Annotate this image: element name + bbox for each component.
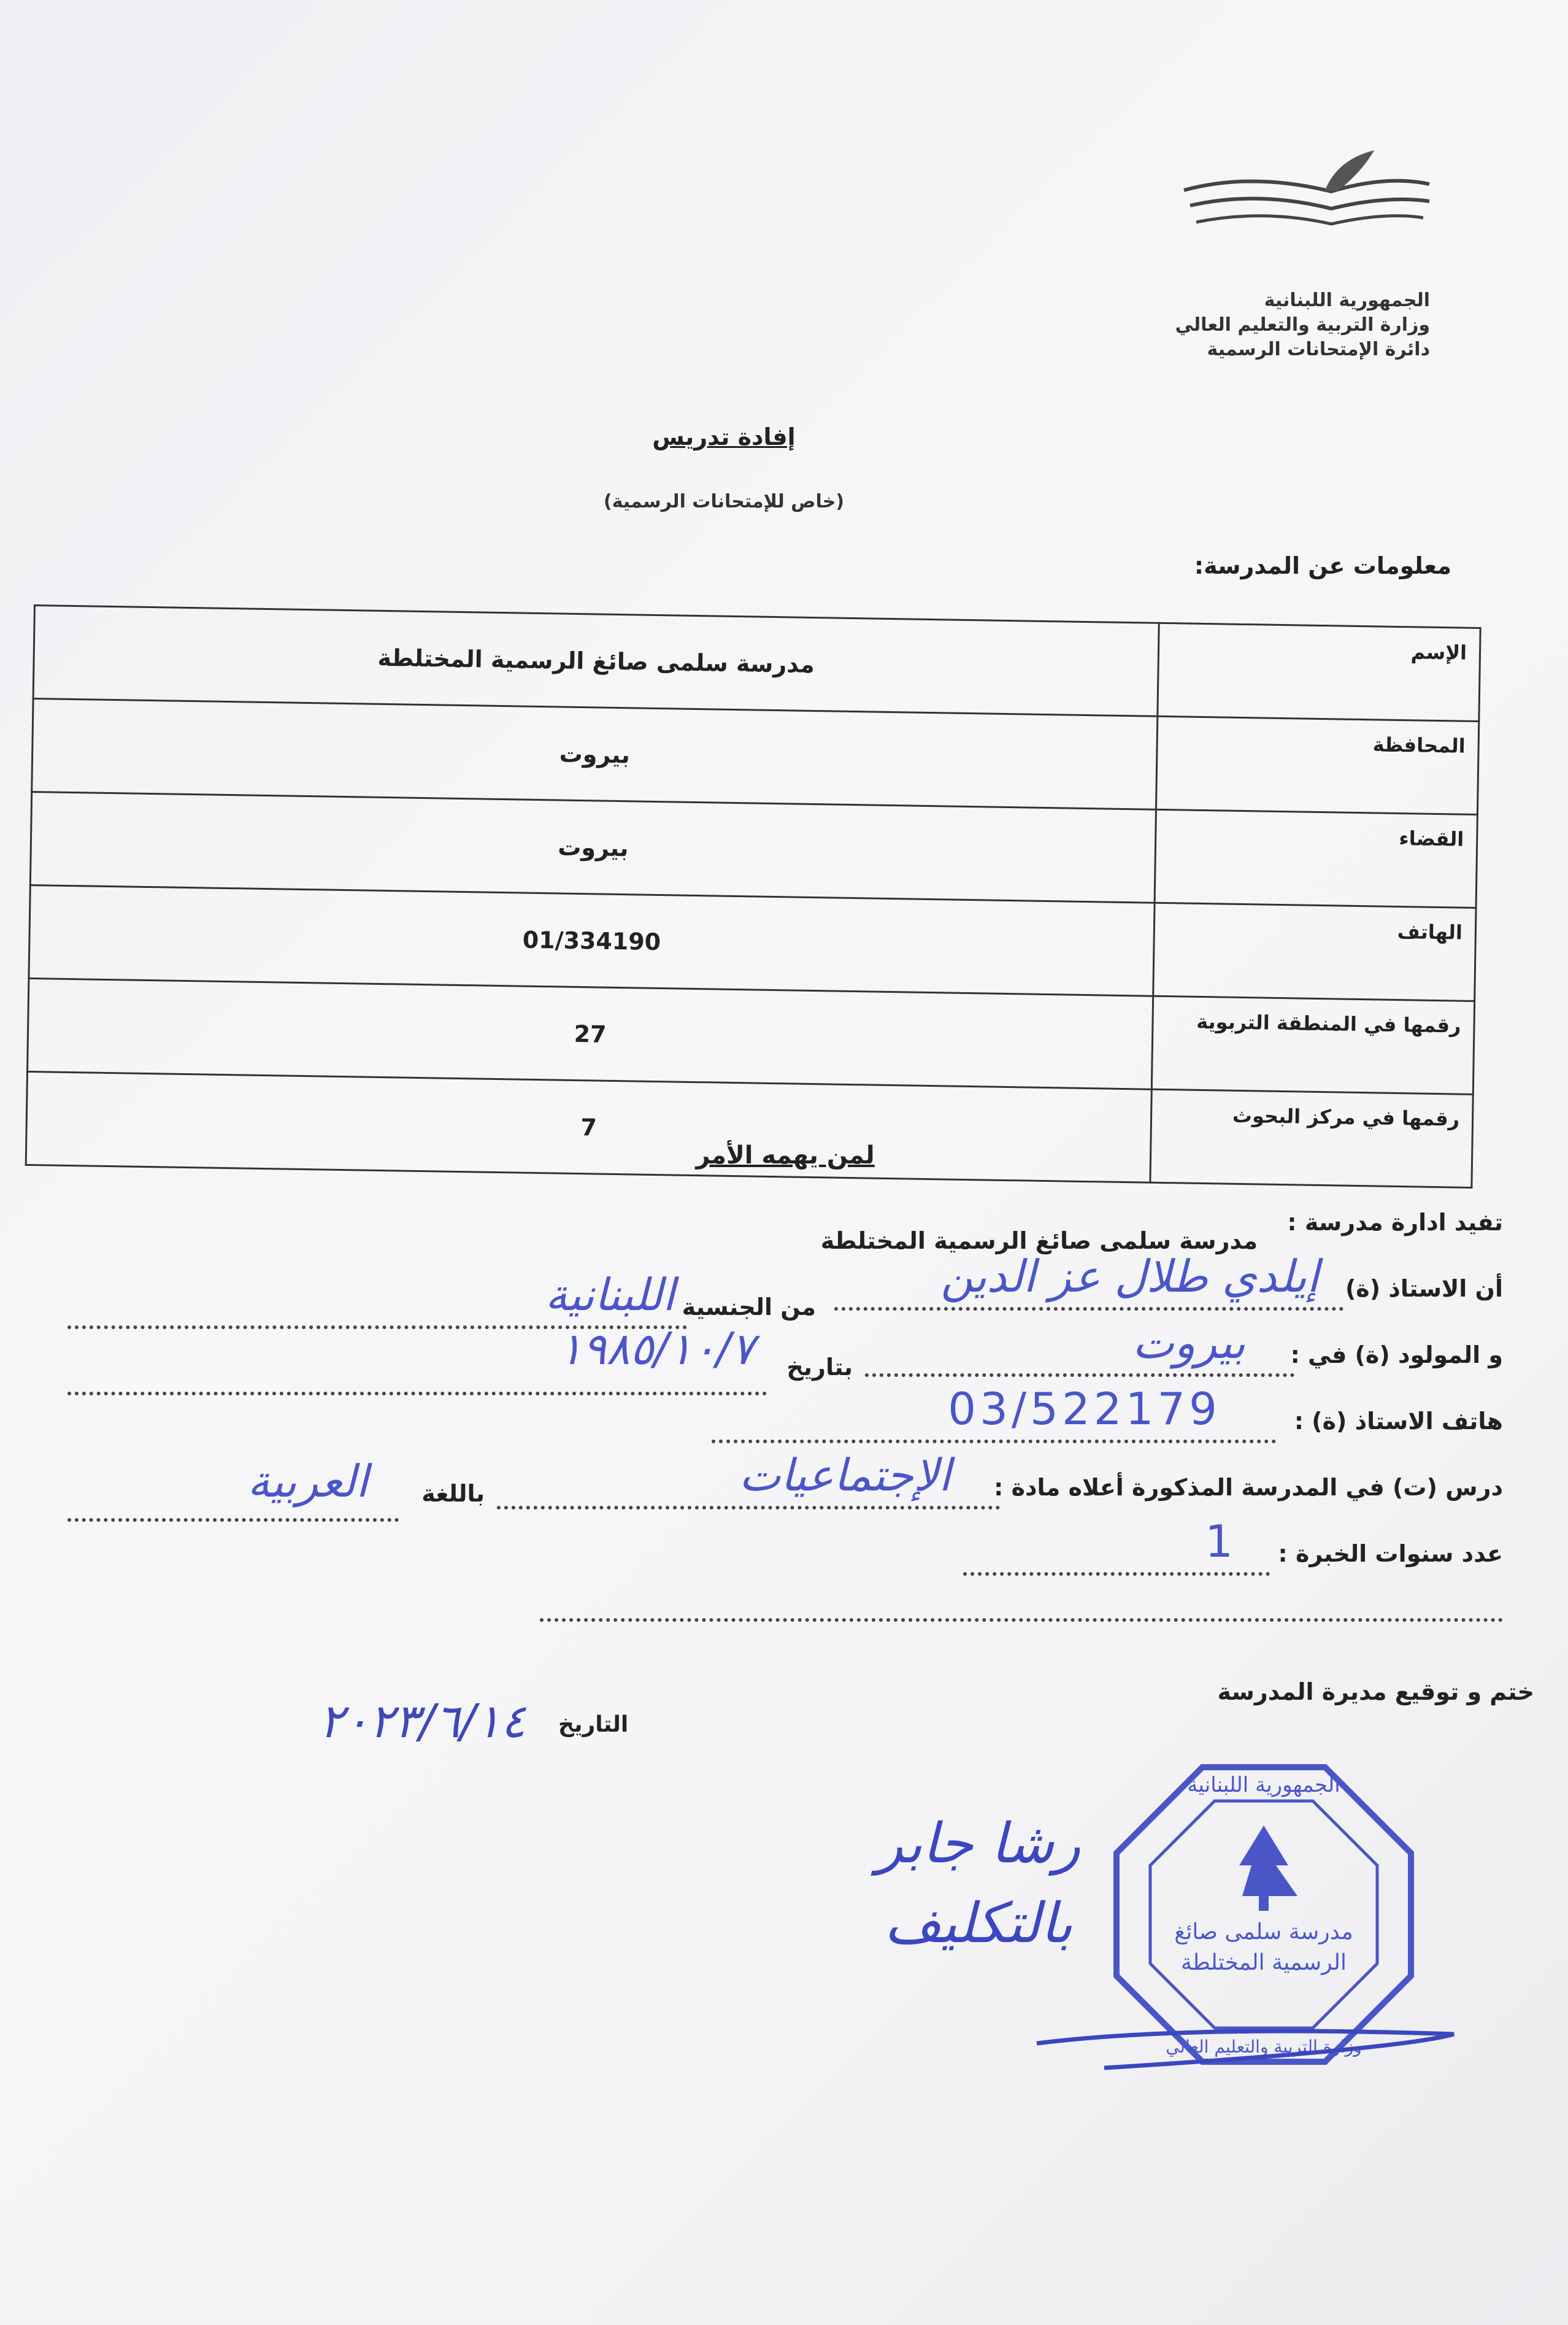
table-label-district: القضاء <box>1155 809 1477 908</box>
teacher-phone-handwritten: 03/522179 <box>948 1383 1221 1435</box>
stamp-signature-label: ختم و توقيع مديرة المدرسة <box>1217 1678 1534 1705</box>
document-subtitle: (خاص للإمتحانات الرسمية) <box>603 491 845 512</box>
stamp-text-bottom: وزارة التربية والتعليم العالي <box>1166 2037 1362 2057</box>
teacher-phone-label: هاتف الاستاذ (ة) : <box>1294 1408 1503 1435</box>
table-value-district: بيروت <box>30 792 1156 903</box>
table-label-name: الإسم <box>1158 623 1480 721</box>
stamp-text-center1: مدرسة سلمى صائغ <box>1174 1919 1353 1945</box>
stamp-text-center2: الرسمية المختلطة <box>1180 1950 1347 1975</box>
table-value-phone: 01/334190 <box>29 885 1155 996</box>
signature-stroke <box>1031 2000 1460 2074</box>
school-info-label: معلومات عن المدرسة: <box>1194 552 1451 579</box>
table-value-research-center-number: 7 <box>26 1071 1151 1182</box>
date-handwritten: ٢٠٢٣/٦/١٤ <box>319 1694 526 1748</box>
document-title: إفادة تدريس <box>652 423 796 450</box>
subject-handwritten: الإجتماعيات <box>739 1449 951 1501</box>
field-row-birth <box>67 1317 1503 1389</box>
table-value-edu-zone-number: 27 <box>28 978 1153 1089</box>
birthplace-handwritten: بيروت <box>1132 1317 1245 1368</box>
admin-value: مدرسة سلمى صائغ الرسمية المختلطة <box>820 1227 1258 1254</box>
table-label-edu-zone-number: رقمها في المنطقة التربوية <box>1151 996 1474 1094</box>
table-value-name: مدرسة سلمى صائغ الرسمية المختلطة <box>33 606 1159 717</box>
header-line-department: دائرة الإمتحانات الرسمية <box>1207 339 1430 360</box>
table-label-phone: الهاتف <box>1153 903 1476 1001</box>
teacher-label: أن الاستاذ (ة) <box>1345 1275 1503 1302</box>
table-label-governorate: المحافظة <box>1156 716 1478 814</box>
table-value-governorate: بيروت <box>32 699 1158 810</box>
school-info-table <box>25 604 1482 1189</box>
experience-years-label: عدد سنوات الخبرة : <box>1278 1540 1503 1567</box>
teacher-name-handwritten: إيلدي طلال عز الدين <box>940 1251 1319 1302</box>
subject-label: درس (ت) في المدرسة المذكورة أعلاه مادة : <box>994 1474 1503 1501</box>
nationality-label: من الجنسية <box>682 1294 816 1321</box>
language-handwritten: العربية <box>247 1456 368 1507</box>
birthplace-label: و المولود (ة) في : <box>1290 1341 1503 1368</box>
signature-mandate: بالتكليف <box>884 1891 1073 1956</box>
ministry-header <box>1001 288 1430 362</box>
field-row-subject <box>67 1449 1503 1510</box>
cedar-icon <box>1239 1826 1297 1896</box>
field-row-teacher <box>67 1251 1503 1329</box>
birthdate-handwritten: ١٩٨٥/١٠/٧ <box>558 1323 755 1375</box>
date-label: التاريخ <box>558 1712 629 1737</box>
stamp-text-top: الجمهورية اللبنانية <box>1187 1773 1340 1797</box>
teacher-fields <box>67 1209 1503 1570</box>
signature-name: رشا جابر <box>876 1811 1081 1876</box>
to-whom-heading: لمن يهمه الأمر <box>696 1141 875 1170</box>
language-label: باللغة <box>421 1480 485 1507</box>
header-line-ministry: وزارة التربية والتعليم العالي <box>1175 314 1430 336</box>
principal-signature <box>840 1804 1116 1964</box>
header-line-republic: الجمهورية اللبنانية <box>1264 290 1430 311</box>
admin-label: تفيد ادارة مدرسة : <box>1287 1209 1503 1236</box>
nationality-handwritten: اللبنانية <box>545 1269 675 1321</box>
field-row-years <box>67 1510 1503 1570</box>
birthdate-label: بتاريخ <box>786 1354 853 1381</box>
experience-years-handwritten: 1 <box>1205 1516 1233 1567</box>
ministry-book-logo <box>1178 147 1435 233</box>
table-label-research-center-number: رقمها في مركز البحوث <box>1150 1089 1473 1187</box>
field-row-phone <box>67 1383 1503 1449</box>
